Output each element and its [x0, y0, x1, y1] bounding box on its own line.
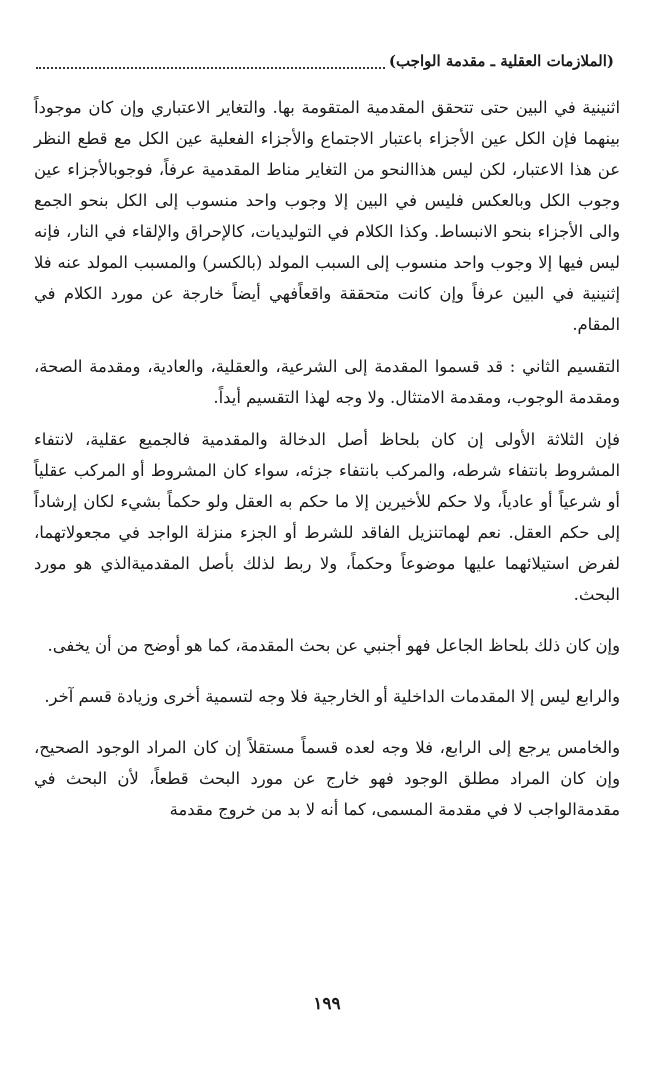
paragraph: وإن كان ذلك بلحاظ الجاعل فهو أجنبي عن بحث المقدمة، كما هو أوضح من أن يخفى. — [47, 636, 620, 655]
paragraph: فإن الثلاثة الأولى إن كان بلحاظ أصل الدخالة والمقدمية فالجميع عقلية، لانتفاء المشروط بانتفاء شرطه، والمركب بانتفاء جزئه، سواء كان المشروط أو المركب عقلياً أو شرعياً أو عادياً، ولا حكم للأخيرين إلا ما حكم به العقل ولو حكماً بشيء لكان إرشاداً إلى حكم العقل. نعم لهماتنزيل الفاقد للشرط أو الجزء منزلة الواجد في مجعولاتهما، لفرض استيلائهما عليها موضوعاً وحكماً، ولا ربط لذلك بأصل المقدميةالذي هو مورد البحث. — [34, 430, 620, 604]
paragraph: والرابع ليس إلا المقدمات الداخلية أو الخارجية فلا وجه لتسمية أخرى وزيادة قسم آخر. — [44, 687, 620, 706]
page-number: ١٩٩ — [313, 994, 341, 1014]
running-header — [36, 52, 614, 70]
paragraph: التقسيم الثاني : قد قسموا المقدمة إلى الشرعية، والعقلية، والعادية، ومقدمة الصحة، ومقدمة الوجوب، ومقدمة الامتثال. ولا وجه لهذا التقسيم أيداً. — [34, 357, 620, 407]
paragraph: والخامس يرجع إلى الرابع، فلا وجه لعده قسماً مستقلاً إن كان المراد الوجود الصحيح، وإن كان المراد مطلق الوجود فهو خارج عن مورد البحث قطعاً، لأن البحث في مقدمةالواجب لا في مقدمة المسمى، كما أنه لا بد من خروج مقدمة — [34, 738, 620, 819]
running-title: (الملازمات العقلية ـ مقدمة الواجب) — [388, 52, 614, 70]
body-text — [34, 92, 620, 825]
paragraph: اثنينية في البين حتى تتحقق المقدمية المتقومة بها. والتغاير الاعتباري وإن كان موجوداً بينهما فإن الكل عين الأجزاء باعتبار الاجتماع والأجزاء الفعلية عين الكل مع قطع النظر عن هذا الاعتبار، لكن ليس هذاالنحو من التغاير مناط المقدمية عرفاً، فوجوبالأجزاء عين وجوب الكل وبالعكس فليس في البين إلا وجوب واحد منسوب إلى الكل بنحو الجمع والى الأجزاء بنحو الانبساط. وكذا الكلام في التوليديات، كالإحراق والإلقاء في النار، فإنه ليس فيها إلا وجوب واحد منسوب إلى السبب المولد (بالكسر) والمسبب المولد عنه فلا إثنينية في البين عرفاً وإن كانت متحققة واقعاًفهي أيضاً خارجة عن مورد الكلام في المقام. — [34, 98, 620, 334]
header-dotted-leader — [36, 57, 385, 69]
